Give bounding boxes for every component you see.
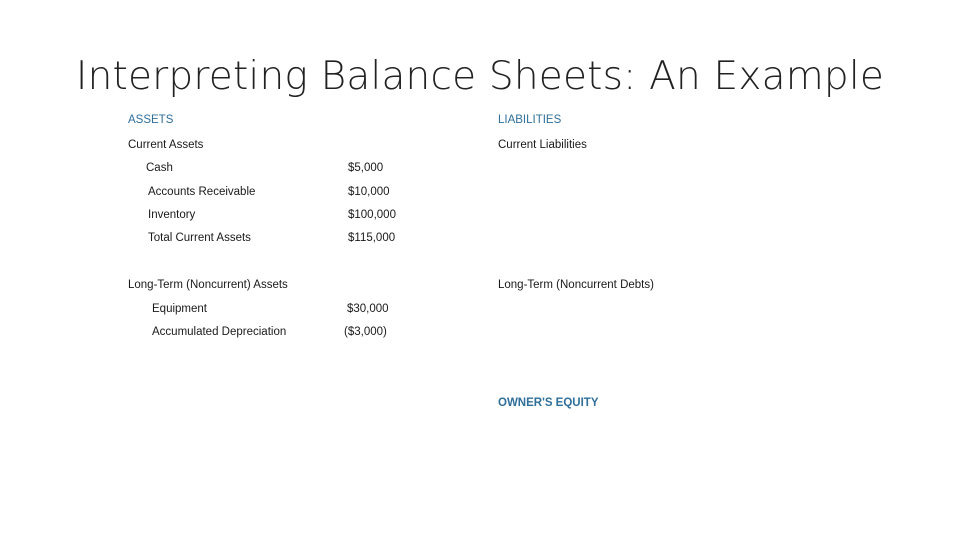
current-liabilities-heading: Current Liabilities — [498, 139, 587, 151]
asset-value-equipment: $30,000 — [347, 303, 389, 315]
asset-label-equipment: Equipment — [152, 303, 207, 315]
asset-label-accounts-receivable: Accounts Receivable — [148, 186, 256, 198]
asset-label-inventory: Inventory — [148, 209, 196, 221]
asset-value-total-current-assets: $115,000 — [348, 232, 396, 244]
asset-label-cash: Cash — [146, 162, 173, 174]
liabilities-heading: LIABILITIES — [498, 114, 562, 126]
asset-label-total-current-assets: Total Current Assets — [148, 232, 251, 244]
asset-label-accumulated-depreciation: Accumulated Depreciation — [152, 326, 287, 338]
asset-value-cash: $5,000 — [348, 162, 384, 174]
page-title: Interpreting Balance Sheets: An Example — [75, 54, 885, 99]
longterm-assets-heading: Long-Term (Noncurrent) Assets — [128, 279, 288, 291]
owners-equity-heading: OWNER'S EQUITY — [498, 397, 599, 409]
asset-value-inventory: $100,000 — [348, 209, 396, 221]
current-assets-heading: Current Assets — [128, 139, 204, 151]
asset-value-accumulated-depreciation: ($3,000) — [344, 326, 387, 338]
assets-heading: ASSETS — [128, 114, 174, 126]
asset-value-accounts-receivable: $10,000 — [348, 186, 390, 198]
longterm-debts-heading: Long-Term (Noncurrent Debts) — [498, 279, 654, 291]
